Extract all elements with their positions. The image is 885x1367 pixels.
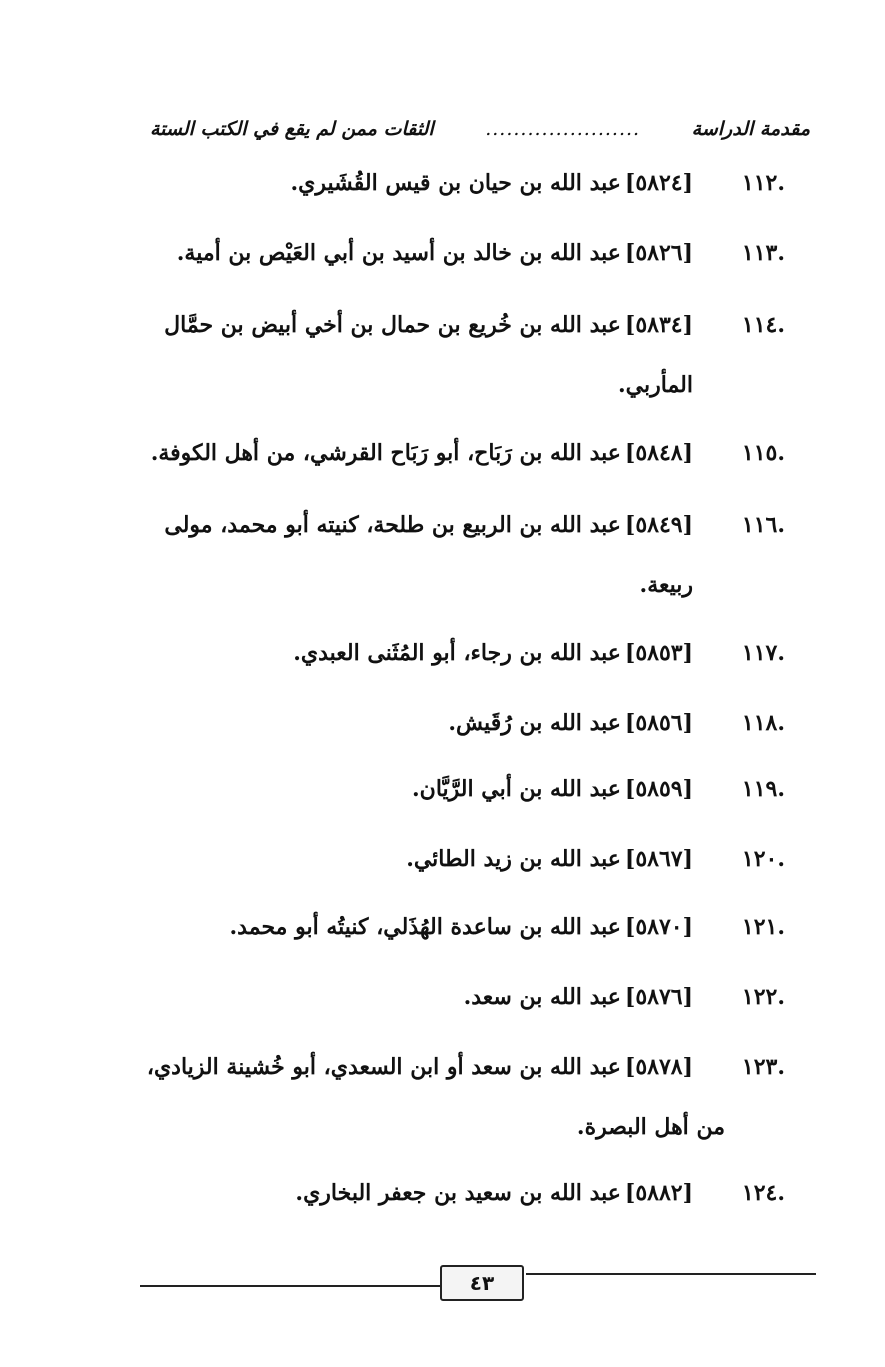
entry-113 xyxy=(165,240,785,274)
entry-name: عبد الله بن سعد أو ابن السعدي، أبو خُشينة الزيادي، xyxy=(146,1054,621,1080)
page-footer xyxy=(140,1265,816,1305)
entry-115 xyxy=(145,440,785,474)
entry-text xyxy=(295,1180,693,1206)
entry-number: .١١٧ xyxy=(741,640,785,666)
entry-number: .١١٨ xyxy=(741,710,785,736)
header-section-title: مقدمة الدراسة xyxy=(691,118,810,140)
entry-121 xyxy=(165,914,785,948)
entry-text xyxy=(177,240,693,266)
footer-rule-right xyxy=(526,1273,816,1275)
entry-name: عبد الله بن رَبَاح، أبو رَبَاح القرشي، من أهل الكوفة. xyxy=(150,440,621,466)
entry-text xyxy=(412,776,693,802)
entry-code: [٥٨٦٧] xyxy=(624,846,693,872)
page-number-frame xyxy=(440,1265,524,1301)
entry-124 xyxy=(165,1180,785,1214)
entry-name: عبد الله بن خالد بن أسيد بن أبي العَيْص بن أمية. xyxy=(176,240,621,266)
entry-continuation: المأربي. xyxy=(618,372,693,398)
entry-number: .١١٢ xyxy=(741,170,785,196)
entry-118 xyxy=(165,710,785,744)
entry-name: عبد الله بن الربيع بن طلحة، كنيته أبو محمد، مولى xyxy=(164,512,621,538)
entry-text xyxy=(151,440,693,466)
entry-text xyxy=(230,914,693,940)
entry-123 xyxy=(133,1054,785,1150)
page-number: ٤٣ xyxy=(469,1271,495,1295)
entry-number: .١٢٤ xyxy=(741,1180,785,1206)
entry-code: [٥٨٨٢] xyxy=(624,1180,693,1206)
entry-text xyxy=(164,512,693,538)
entry-117 xyxy=(165,640,785,674)
entry-114 xyxy=(133,312,785,408)
running-header xyxy=(150,112,810,146)
entry-name: عبد الله بن رُقَيش. xyxy=(448,710,621,736)
header-book-title: الثقات ممن لم يقع في الكتب الستة xyxy=(150,118,434,140)
entry-code: [٥٨٢٤] xyxy=(624,170,693,196)
entry-text xyxy=(464,984,693,1010)
entry-name: عبد الله بن أبي الرَّيَّان. xyxy=(412,776,621,802)
entry-text xyxy=(448,710,693,736)
entry-name: عبد الله بن سعد. xyxy=(463,984,621,1010)
entry-number: .١١٦ xyxy=(741,512,785,538)
entry-112 xyxy=(165,170,785,204)
entry-code: [٥٨٥٦] xyxy=(624,710,693,736)
entry-number: .١٢١ xyxy=(741,914,785,940)
entry-continuation: من أهل البصرة. xyxy=(576,1114,725,1140)
entry-119 xyxy=(165,776,785,810)
entry-code: [٥٨٤٩] xyxy=(624,512,693,538)
entry-code: [٥٨٥٣] xyxy=(624,640,693,666)
entry-text xyxy=(147,1054,693,1080)
entry-116 xyxy=(133,512,785,608)
entry-name: عبد الله بن رجاء، أبو المُثَنى العبدي. xyxy=(293,640,621,666)
entry-number: .١١٣ xyxy=(741,240,785,266)
footer-rule-left xyxy=(140,1285,440,1287)
entry-number: .١١٩ xyxy=(741,776,785,802)
entry-text xyxy=(164,312,693,338)
entry-122 xyxy=(165,984,785,1018)
entry-name: عبد الله بن ساعدة الهُذَلي، كنيتُه أبو محمد. xyxy=(229,914,621,940)
entry-name: عبد الله بن سعيد بن جعفر البخاري. xyxy=(295,1180,621,1206)
entry-text xyxy=(293,640,693,666)
entry-code: [٥٨٧٨] xyxy=(624,1054,693,1080)
entry-number: .١٢٢ xyxy=(741,984,785,1010)
entry-code: [٥٨٥٩] xyxy=(624,776,693,802)
entry-number: .١١٤ xyxy=(741,312,785,338)
entry-code: [٥٨٧٦] xyxy=(624,984,693,1010)
entry-number: .١١٥ xyxy=(741,440,785,466)
entry-code: [٥٨٢٦] xyxy=(624,240,693,266)
entry-name: عبد الله بن زيد الطائي. xyxy=(406,846,621,872)
entry-code: [٥٨٤٨] xyxy=(624,440,693,466)
entry-number: .١٢٣ xyxy=(741,1054,785,1080)
entry-code: [٥٨٣٤] xyxy=(624,312,693,338)
entry-name: عبد الله بن خُريع بن حمال بن أخي أبيض بن حمَّال xyxy=(164,312,621,338)
entry-name: عبد الله بن حيان بن قيس القُشَيري. xyxy=(290,170,621,196)
entry-continuation: ربيعة. xyxy=(639,572,693,598)
entry-120 xyxy=(165,846,785,880)
entry-text xyxy=(290,170,693,196)
header-leader-dots: ...................... xyxy=(485,118,641,140)
entry-number: .١٢٠ xyxy=(741,846,785,872)
entry-text xyxy=(406,846,693,872)
entry-code: [٥٨٧٠] xyxy=(624,914,693,940)
